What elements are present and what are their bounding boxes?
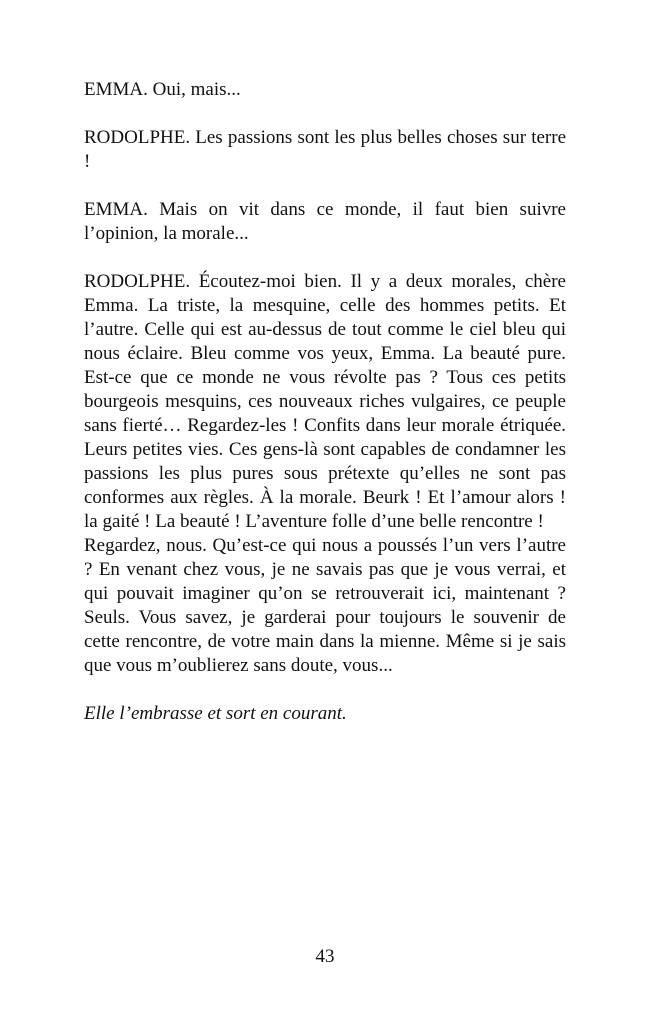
dialogue-rodolphe-2: RODOLPHE. Écoutez-moi bien. Il y a deux morales, chère Emma. La triste, la mesquine, celle des hommes petits. Et l’autre. Celle qui est au-dessus de tout comme le ciel bleu qui nous éclaire. Bleu comme vos yeux, Emma. La beauté pure. Est-ce que ce monde ne vous révolte pas ? Tous ces petits bourgeois mesquins, ces nouveaux riches vulgaires, ce peuple sans fierté… Regardez-les ! Confits dans leur morale étriquée. Leurs petites vies. Ces gens-là sont capables de condamner les passions les plus pures sous prétexte qu’elles ne sont pas conformes aux règles. À la morale. Beurk ! Et l’amour alors ! la gaité ! La beauté ! L’aventure folle d’une belle rencontre ! [84, 271, 566, 532]
dialogue-emma-2: EMMA. Mais on vit dans ce monde, il faut bien suivre l’opinion, la morale... [84, 199, 566, 244]
page-number: 43 [315, 946, 335, 967]
stage-direction: Elle l’embrasse et sort en courant. [84, 703, 347, 724]
dialogue-emma-1: EMMA. Oui, mais... [84, 79, 241, 100]
dialogue-rodolphe-1: RODOLPHE. Les passions sont les plus belles choses sur terre ! [84, 127, 566, 172]
page-body [84, 78, 566, 726]
dialogue-rodolphe-3: Regardez, nous. Qu’est-ce qui nous a poussés l’un vers l’autre ? En venant chez vous, je ne savais pas que je vous verrai, et qui pouvait imaginer qu’on se retrouverait ici, maintenant ? Seuls. Vous savez, je garderai pour toujours le souvenir de cette rencontre, de votre main dans la mienne. Même si je sais que vous m’oublierez sans doute, vous... [84, 535, 566, 676]
